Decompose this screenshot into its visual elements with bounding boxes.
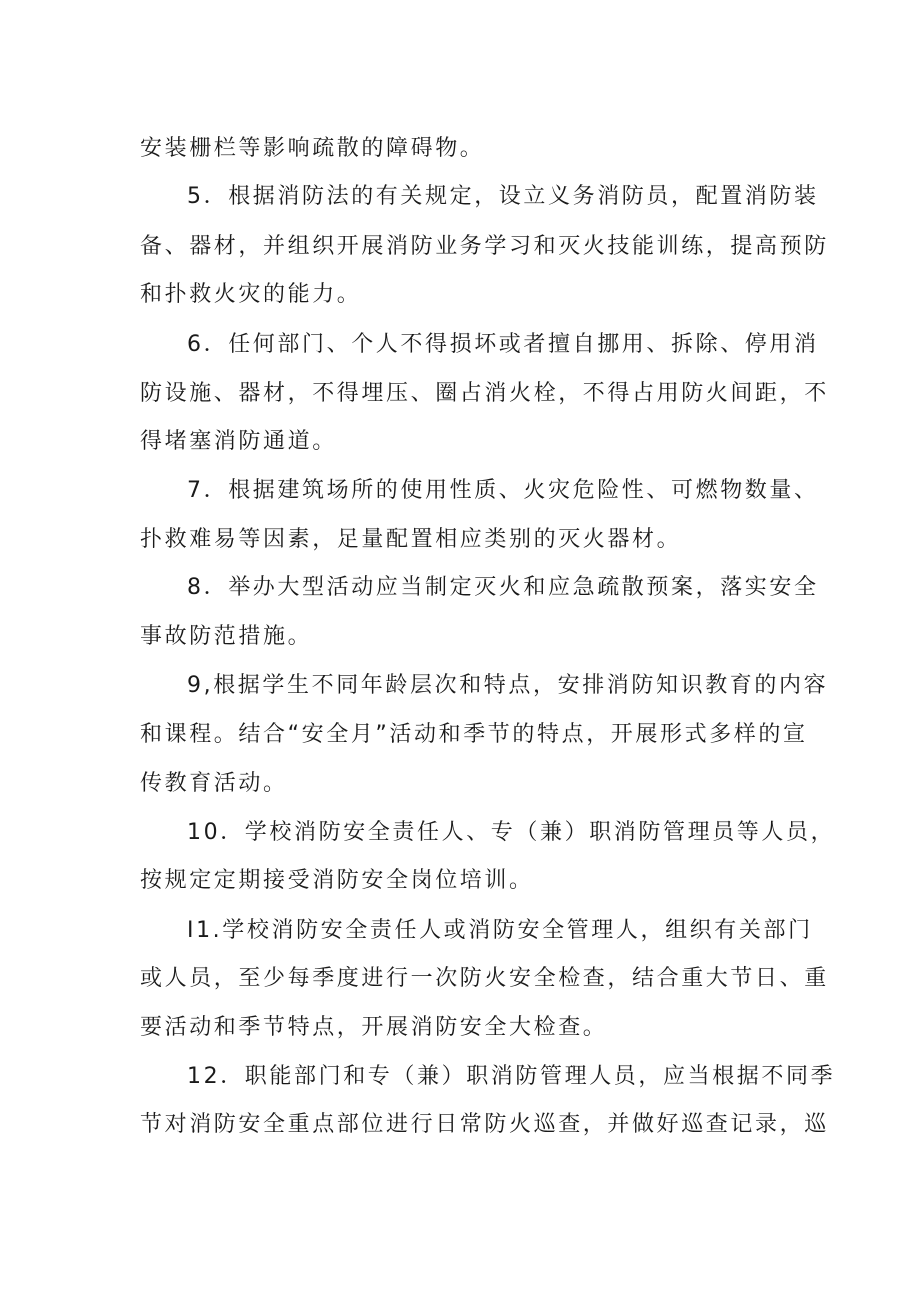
text-line: 安装栅栏等影响疏散的障碍物。: [140, 136, 485, 161]
text-line: 备、器材，并组织开展消防业务学习和灭火技能训练，提高预防: [140, 234, 829, 259]
text-line: 传教育活动。: [140, 771, 288, 796]
text-line: 和扑救火灾的能力。: [140, 282, 362, 307]
text-line: 9,根据学生不同年龄层次和特点，安排消防知识教育的内容: [187, 673, 829, 698]
text-line: 5．根据消防法的有关规定，设立义务消防员，配置消防装: [187, 184, 819, 209]
text-line: 12．职能部门和专（兼）职消防管理人员，应当根据不同季: [187, 1064, 836, 1089]
text-line: 或人员，至少每季度进行一次防火安全检查，结合重大节日、重: [140, 966, 829, 991]
text-line: 8．举办大型活动应当制定灭火和应急疏散预案，落实安全: [187, 575, 819, 600]
text-line: 按规定定期接受消防安全岗位培训。: [140, 868, 534, 893]
text-line: 事故防范措施。: [140, 624, 313, 649]
text-line: 得堵塞消防通道。: [140, 429, 337, 454]
text-line: 节对消防安全重点部位进行日常防火巡查，并做好巡查记录，巡: [140, 1112, 829, 1137]
text-line: 6．任何部门、个人不得损坏或者擅自挪用、拆除、停用消: [187, 332, 819, 357]
text-line: I1.学校消防安全责任人或消防安全管理人，组织有关部门: [187, 918, 813, 943]
text-line: 7．根据建筑场所的使用性质、火灾危险性、可燃物数量、: [187, 478, 819, 503]
text-line: 防设施、器材，不得埋压、圈占消火栓，不得占用防火间距，不: [140, 381, 829, 406]
text-line: 扑救难易等因素，足量配置相应类别的灭火器材。: [140, 527, 682, 552]
text-line: 和课程。结合“安全月”活动和季节的特点，开展形式多样的宣: [140, 722, 808, 747]
text-line: 要活动和季节特点，开展消防安全大检查。: [140, 1015, 608, 1040]
text-line: 10．学校消防安全责任人、专（兼）职消防管理员等人员，: [187, 820, 836, 845]
